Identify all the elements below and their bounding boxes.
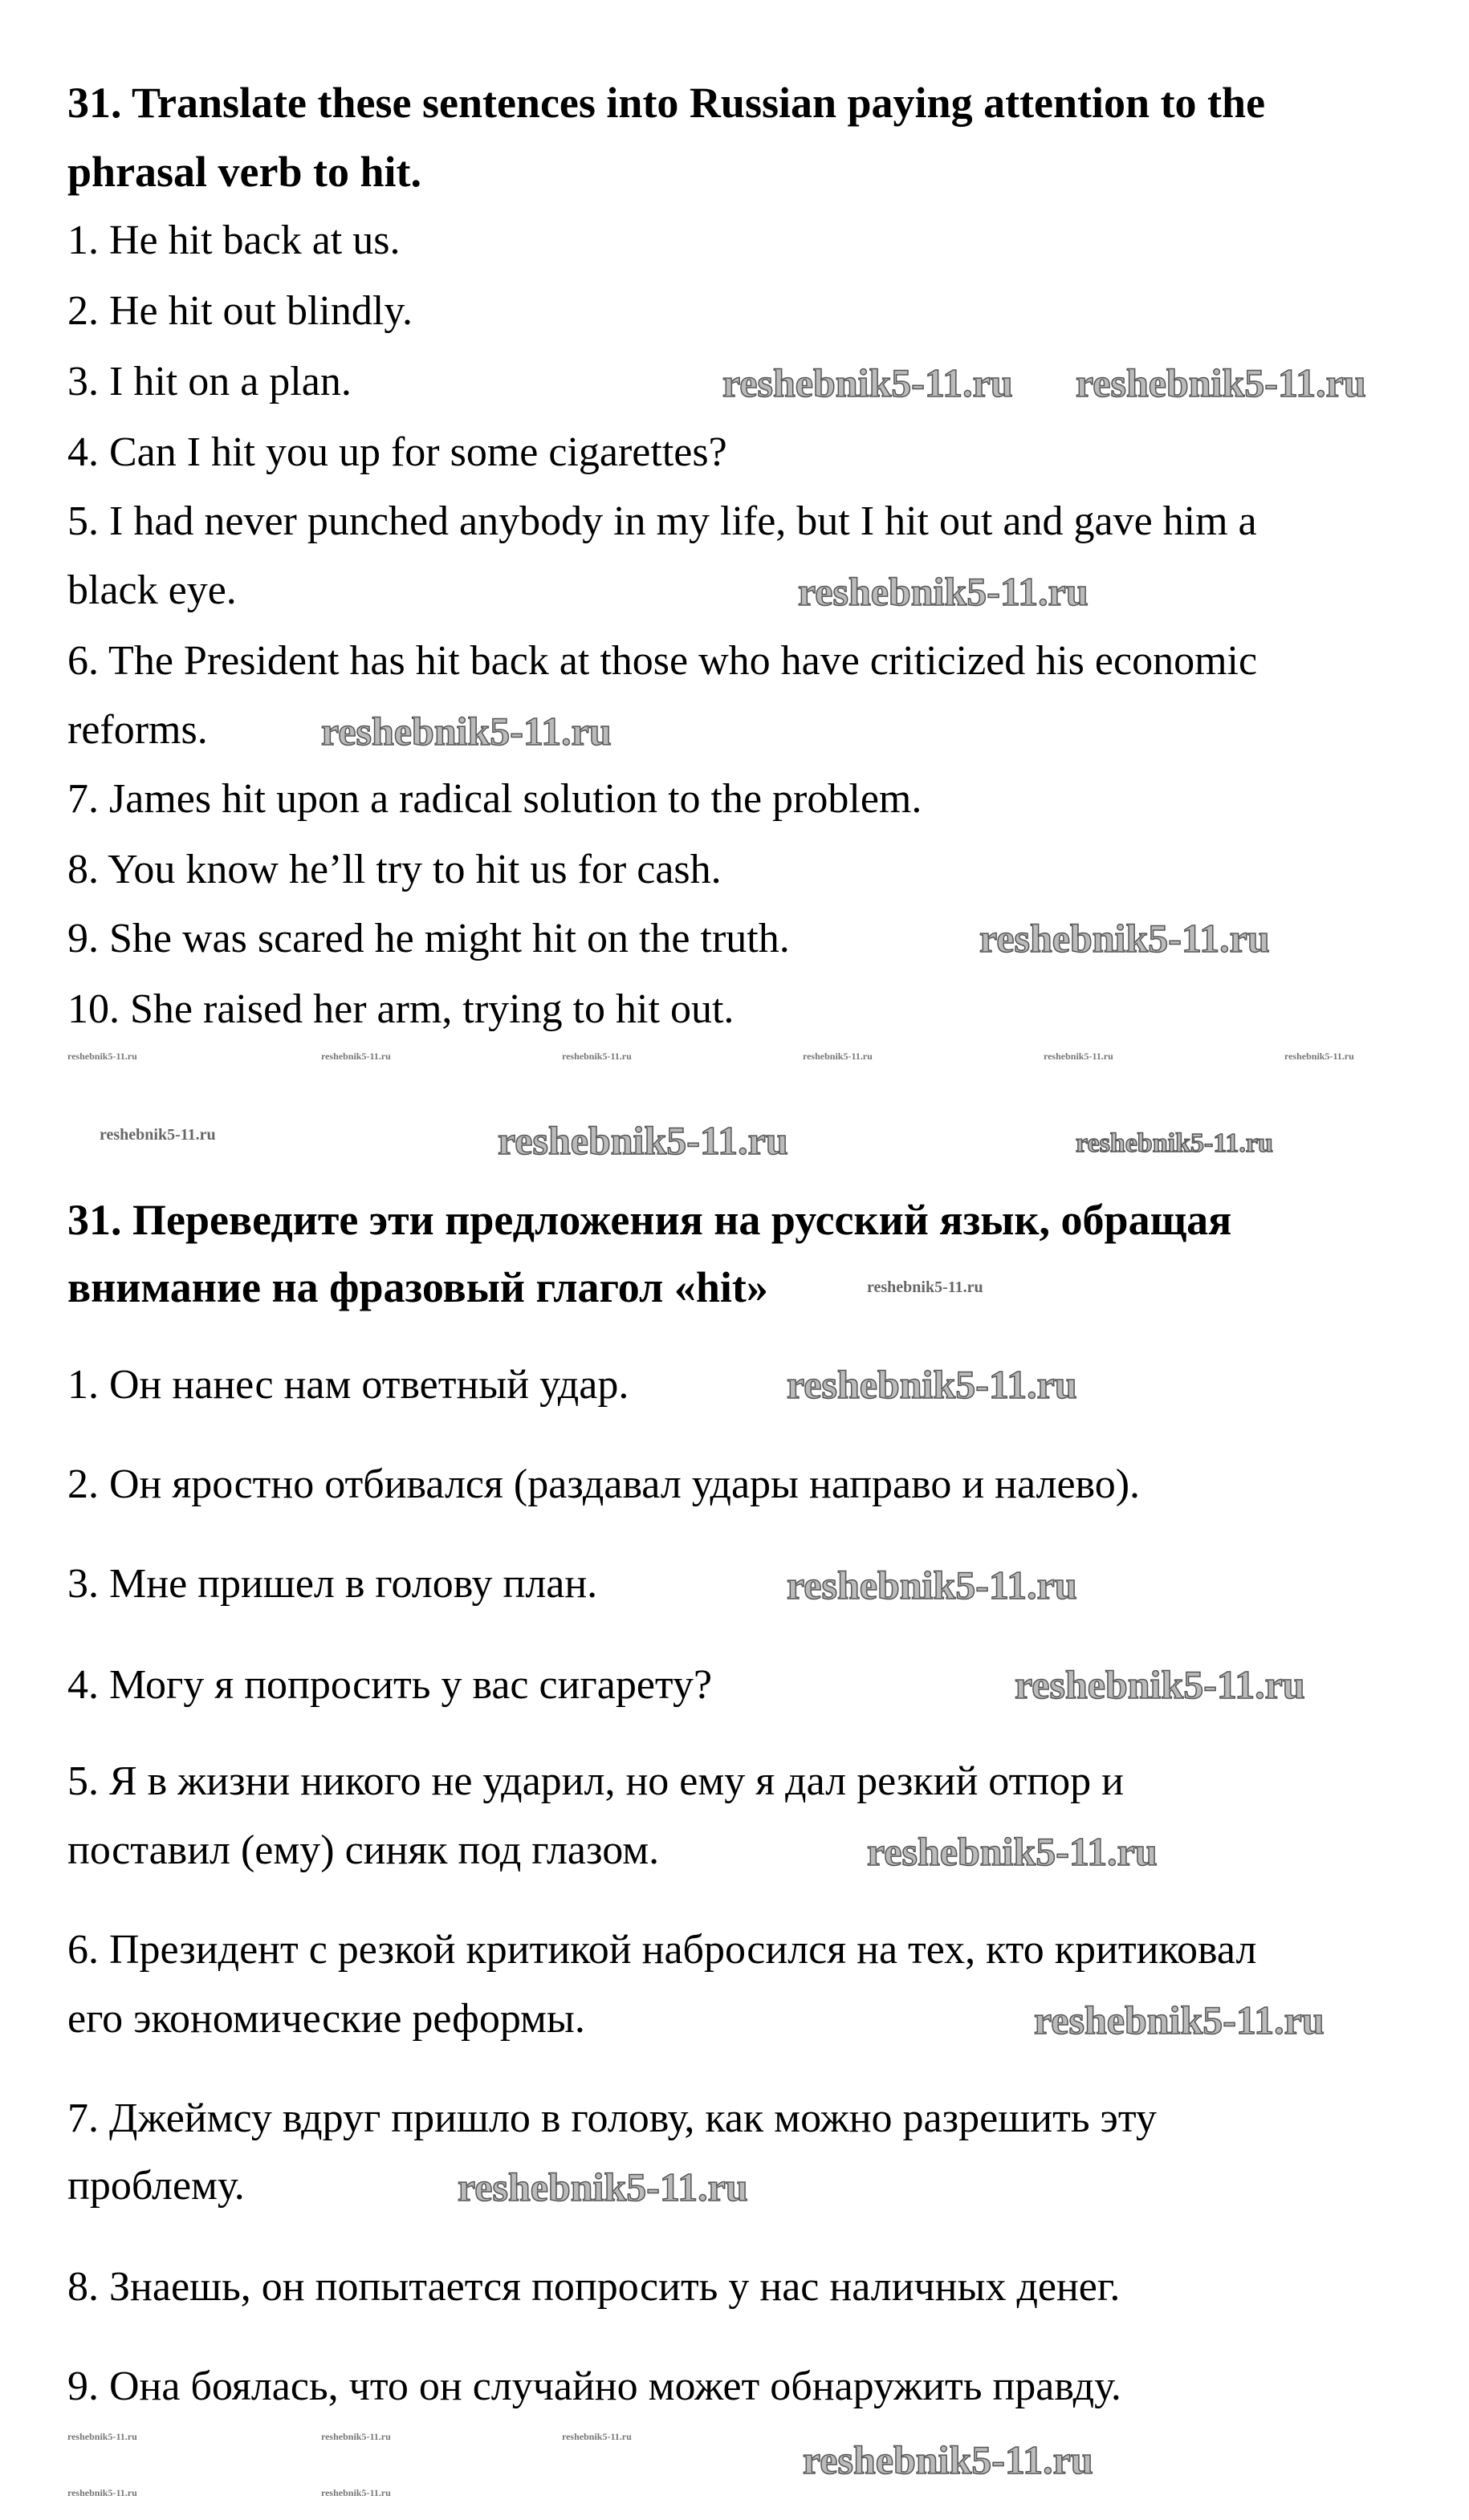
- watermark: reshebnik5-11.ru: [787, 1362, 1077, 1407]
- watermark: reshebnik5-11.ru: [321, 1051, 391, 1062]
- english-sentence: 9. She was scared he might hit on the truth.: [67, 916, 790, 961]
- russian-sentence: 6. Президент с резкой критикой набросился на тех, кто критиковал: [67, 1927, 1257, 1973]
- watermark: reshebnik5-11.ru: [979, 916, 1270, 961]
- watermark: reshebnik5-11.ru: [1284, 1051, 1354, 1062]
- watermark: reshebnik5-11.ru: [321, 709, 612, 754]
- watermark: reshebnik5-11.ru: [803, 1051, 873, 1062]
- english-sentence: 8. You know he’ll try to hit us for cash.: [67, 847, 722, 892]
- russian-sentence: 8. Знаешь, он попытается попросить у нас наличных денег.: [67, 2264, 1121, 2310]
- watermark: reshebnik5-11.ru: [562, 1051, 632, 1062]
- watermark: reshebnik5-11.ru: [1044, 1051, 1113, 1062]
- watermark: reshebnik5-11.ru: [100, 1126, 216, 1144]
- english-sentence: black eye.: [67, 567, 237, 613]
- watermark: reshebnik5-11.ru: [67, 2487, 137, 2498]
- russian-sentence: 1. Он нанес нам ответный удар.: [67, 1362, 629, 1408]
- watermark: reshebnik5-11.ru: [803, 2437, 1093, 2482]
- watermark: reshebnik5-11.ru: [867, 1829, 1158, 1874]
- russian-sentence: 7. Джеймсу вдруг пришло в голову, как можно разрешить эту: [67, 2095, 1157, 2141]
- watermark: reshebnik5-11.ru: [798, 569, 1089, 614]
- english-sentence: 6. The President has hit back at those who have criticized his economic: [67, 638, 1258, 684]
- english-sentence: 3. I hit on a plan.: [67, 359, 352, 404]
- english-sentence: 1. He hit back at us.: [67, 217, 401, 263]
- english-task-title-cont: phrasal verb to hit.: [67, 148, 422, 196]
- watermark: reshebnik5-11.ru: [458, 2164, 748, 2209]
- russian-sentence: 9. Она боялась, что он случайно может обнаружить правду.: [67, 2364, 1121, 2409]
- russian-sentence: 2. Он яростно отбивался (раздавал удары направо и налево).: [67, 1461, 1141, 1507]
- watermark: reshebnik5-11.ru: [1034, 1998, 1325, 2042]
- english-task-title: 31. Translate these sentences into Russian paying attention to the: [67, 79, 1266, 127]
- english-sentence: 10. She raised her arm, trying to hit out.: [67, 986, 734, 1032]
- watermark: reshebnik5-11.ru: [867, 1278, 983, 1296]
- watermark: reshebnik5-11.ru: [67, 2431, 137, 2442]
- watermark: reshebnik5-11.ru: [787, 1563, 1077, 1608]
- watermark: reshebnik5-11.ru: [67, 1051, 137, 1062]
- russian-sentence: 4. Могу я попросить у вас сигарету?: [67, 1662, 713, 1708]
- watermark: reshebnik5-11.ru: [498, 1118, 788, 1163]
- english-sentence: reforms.: [67, 707, 208, 753]
- russian-sentence: его экономические реформы.: [67, 1996, 585, 2042]
- english-sentence: 4. Can I hit you up for some cigarettes?: [67, 429, 727, 475]
- watermark: reshebnik5-11.ru: [321, 2431, 391, 2442]
- russian-sentence: проблему.: [67, 2163, 245, 2209]
- watermark: reshebnik5-11.ru: [1015, 1662, 1305, 1707]
- russian-sentence: 3. Мне пришел в голову план.: [67, 1561, 598, 1607]
- watermark: reshebnik5-11.ru: [1076, 360, 1366, 405]
- russian-task-title: 31. Переведите эти предложения на русский язык, обращая: [67, 1196, 1232, 1244]
- english-sentence: 2. He hit out blindly.: [67, 288, 413, 334]
- english-sentence: 5. I had never punched anybody in my life, but I hit out and gave him a: [67, 498, 1257, 544]
- watermark: reshebnik5-11.ru: [321, 2487, 391, 2498]
- russian-sentence: поставил (ему) синяк под глазом.: [67, 1827, 660, 1873]
- english-sentence: 7. James hit upon a radical solution to the problem.: [67, 776, 922, 822]
- watermark: reshebnik5-11.ru: [562, 2431, 632, 2442]
- watermark: reshebnik5-11.ru: [722, 360, 1013, 405]
- russian-sentence: 5. Я в жизни никого не ударил, но ему я дал резкий отпор и: [67, 1758, 1124, 1804]
- watermark: reshebnik5-11.ru: [1076, 1128, 1273, 1158]
- russian-task-title-cont: внимание на фразовый глагол «hit»: [67, 1263, 768, 1311]
